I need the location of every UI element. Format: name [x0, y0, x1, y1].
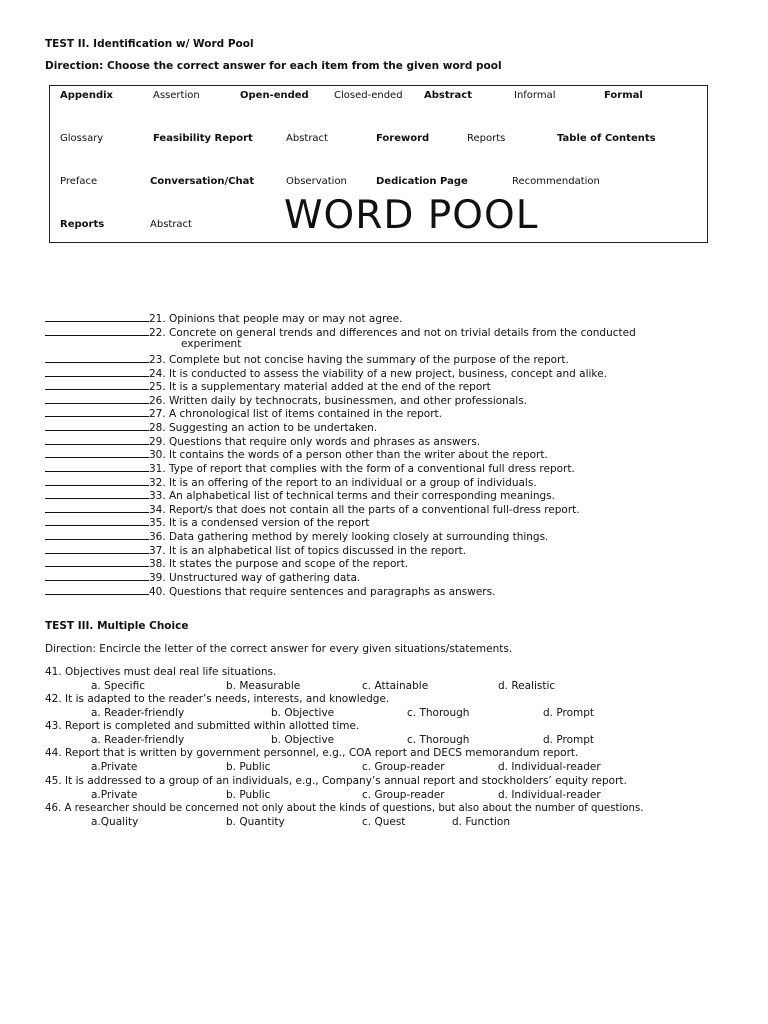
pool-word: Reports — [60, 219, 105, 230]
answer-blank[interactable] — [45, 379, 149, 390]
option-b[interactable]: b. Measurable — [226, 680, 301, 692]
option-c[interactable]: c. Group-reader — [362, 789, 445, 801]
answer-blank[interactable] — [45, 515, 149, 526]
question-text: 43. Report is completed and submitted within allotted time. — [45, 720, 360, 732]
answer-blank[interactable] — [45, 311, 149, 322]
list-item: 40. Questions that require sentences and paragraphs as answers. — [45, 584, 495, 599]
option-a[interactable]: a.Private — [91, 761, 138, 773]
test2-title: TEST II. Identification w/ Word Pool — [45, 38, 254, 50]
answer-blank[interactable] — [45, 488, 149, 499]
answer-blank[interactable] — [45, 570, 149, 581]
option-b[interactable]: b. Public — [226, 761, 271, 773]
answer-blank[interactable] — [45, 556, 149, 567]
answer-blank[interactable] — [45, 420, 149, 431]
list-item: 23. Complete but not concise having the summary of the purpose of the report. — [45, 352, 569, 367]
question-text: 44. Report that is written by government personnel, e.g., COA report and DECS memorandum report. — [45, 747, 579, 759]
pool-word: Formal — [604, 90, 643, 101]
list-item: 31. Type of report that complies with the form of a conventional full dress report. — [45, 461, 575, 476]
pool-word: Conversation/Chat — [150, 176, 255, 187]
list-item: 21. Opinions that people may or may not agree. — [45, 311, 402, 326]
pool-word: Open-ended — [240, 90, 309, 101]
pool-word: Abstract — [286, 133, 328, 144]
pool-word: Preface — [60, 176, 98, 187]
option-d[interactable]: d. Function — [452, 816, 511, 828]
list-item: 25. It is a supplementary material added at the end of the report — [45, 379, 491, 394]
option-a[interactable]: a.Private — [91, 789, 138, 801]
pool-word: Appendix — [60, 90, 113, 101]
option-c[interactable]: c. Thorough — [407, 707, 470, 719]
list-item: 36. Data gathering method by merely looking closely at surrounding things. — [45, 529, 548, 544]
test3-direction: Direction: Encircle the letter of the correct answer for every given situations/statements. — [45, 643, 513, 655]
option-c[interactable]: c. Thorough — [407, 734, 470, 746]
pool-word: Dedication Page — [376, 176, 468, 187]
answer-blank[interactable] — [45, 366, 149, 377]
pool-word: Feasibility Report — [153, 133, 253, 144]
answer-blank[interactable] — [45, 406, 149, 417]
option-a[interactable]: a. Reader-friendly — [91, 707, 185, 719]
pool-word: Closed-ended — [334, 90, 403, 101]
answer-blank[interactable] — [45, 447, 149, 458]
list-item: 34. Report/s that does not contain all the parts of a conventional full-dress report. — [45, 502, 580, 517]
list-item: 32. It is an offering of the report to an individual or a group of individuals. — [45, 475, 537, 490]
option-b[interactable]: b. Objective — [271, 734, 335, 746]
pool-word: Observation — [286, 176, 347, 187]
list-item: 38. It states the purpose and scope of the report. — [45, 556, 408, 571]
pool-word: Informal — [514, 90, 556, 101]
list-item-continued: experiment — [181, 338, 242, 350]
pool-word: Recommendation — [512, 176, 600, 187]
list-item: 24. It is conducted to assess the viability of a new project, business, concept and alike. — [45, 366, 607, 381]
list-item: 26. Written daily by technocrats, businessmen, and other professionals. — [45, 393, 527, 408]
option-b[interactable]: b. Quantity — [226, 816, 285, 828]
list-item: 37. It is an alphabetical list of topics discussed in the report. — [45, 543, 466, 558]
list-item: 29. Questions that require only words and phrases as answers. — [45, 434, 480, 449]
list-item: 22. Concrete on general trends and differences and not on trivial details from the conducted — [45, 325, 636, 340]
list-item: 28. Suggesting an action to be undertaken. — [45, 420, 377, 435]
answer-blank[interactable] — [45, 475, 149, 486]
question-text: 42. It is adapted to the reader’s needs, interests, and knowledge. — [45, 693, 390, 705]
option-b[interactable]: b. Objective — [271, 707, 335, 719]
question-text: 45. It is addressed to a group of an individuals, e.g., Company’s annual report and stockholders’ equity report. — [45, 775, 627, 787]
pool-word: Foreword — [376, 133, 430, 144]
question-text: 46. A researcher should be concerned not only about the kinds of questions, but also about the number of questions. — [45, 803, 644, 814]
pool-word: Table of Contents — [557, 133, 656, 144]
answer-blank[interactable] — [45, 529, 149, 540]
list-item: 33. An alphabetical list of technical terms and their corresponding meanings. — [45, 488, 555, 503]
list-item: 35. It is a condensed version of the report — [45, 515, 370, 530]
answer-blank[interactable] — [45, 352, 149, 363]
option-d[interactable]: d. Realistic — [498, 680, 556, 692]
option-c[interactable]: c. Attainable — [362, 680, 429, 692]
option-d[interactable]: d. Individual-reader — [498, 761, 601, 773]
option-c[interactable]: c. Quest — [362, 816, 406, 828]
answer-blank[interactable] — [45, 584, 149, 595]
option-a[interactable]: a.Quality — [91, 816, 139, 828]
list-item: 27. A chronological list of items contained in the report. — [45, 406, 442, 421]
question-text: 41. Objectives must deal real life situations. — [45, 666, 277, 678]
option-d[interactable]: d. Prompt — [543, 707, 595, 719]
answer-blank[interactable] — [45, 393, 149, 404]
word-pool-title: WORD POOL — [284, 193, 539, 238]
option-a[interactable]: a. Reader-friendly — [91, 734, 185, 746]
pool-word: Assertion — [153, 90, 200, 101]
option-a[interactable]: a. Specific — [91, 680, 145, 692]
test3-title: TEST III. Multiple Choice — [45, 620, 189, 632]
answer-blank[interactable] — [45, 434, 149, 445]
list-item: 39. Unstructured way of gathering data. — [45, 570, 360, 585]
option-c[interactable]: c. Group-reader — [362, 761, 445, 773]
test2-direction: Direction: Choose the correct answer for each item from the given word pool — [45, 60, 502, 72]
list-item: 30. It contains the words of a person other than the writer about the report. — [45, 447, 548, 462]
option-d[interactable]: d. Prompt — [543, 734, 595, 746]
pool-word: Abstract — [424, 90, 473, 101]
option-b[interactable]: b. Public — [226, 789, 271, 801]
word-pool-box — [49, 85, 708, 243]
answer-blank[interactable] — [45, 543, 149, 554]
answer-blank[interactable] — [45, 461, 149, 472]
answer-blank[interactable] — [45, 325, 149, 336]
pool-word: Reports — [467, 133, 506, 144]
pool-word: Glossary — [60, 133, 104, 144]
answer-blank[interactable] — [45, 502, 149, 513]
option-d[interactable]: d. Individual-reader — [498, 789, 601, 801]
pool-word: Abstract — [150, 219, 192, 230]
